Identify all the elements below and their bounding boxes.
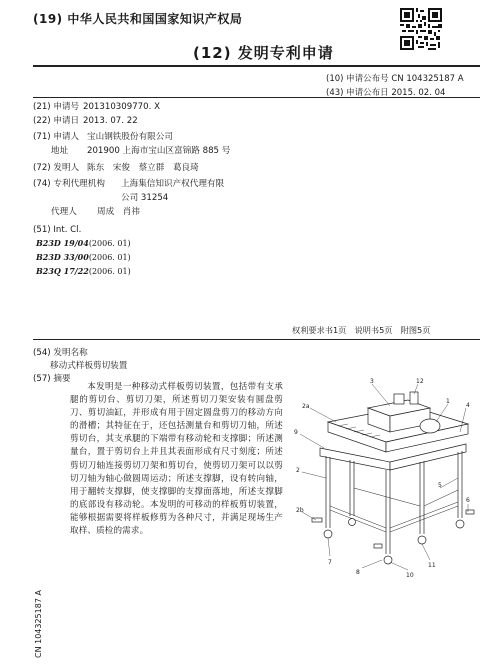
- publication-number: [326, 72, 464, 84]
- drawing-cylinder: [394, 394, 404, 404]
- agent-label: 代理人: [51, 206, 77, 217]
- figure-label-5: 5: [438, 482, 442, 489]
- figure-label-11: 11: [428, 562, 436, 569]
- ipc-row: [33, 237, 363, 251]
- app-date-value: 2013. 07. 22: [83, 115, 138, 126]
- pub-no-label: (10) 申请公布号: [326, 74, 389, 84]
- figure-label-9: 9: [294, 429, 298, 436]
- application-date-row: [33, 115, 363, 129]
- inventor-label: (72) 发明人: [33, 162, 80, 173]
- drawing-frame-front: [320, 448, 390, 470]
- agency-value-line2: 公司 31254: [121, 193, 169, 204]
- ipc-row: [33, 265, 363, 279]
- pub-date-label: (43) 申请公布日: [326, 88, 389, 98]
- ipc-date: (2006. 01): [88, 266, 131, 276]
- figure-label-12: 12: [416, 378, 424, 385]
- pub-no-value: CN 104325187 A: [391, 74, 464, 84]
- drawing-disc-blade: [420, 419, 440, 433]
- figure-label-2b: 2b: [296, 507, 304, 514]
- ipc-label-row: [33, 224, 363, 238]
- abstract-body: [70, 381, 283, 538]
- ipc-code: B23Q 17/22: [36, 265, 89, 276]
- agency-value-line1: 上海集信知识产权代理有限: [121, 179, 225, 190]
- agent-value: 周成 肖祎: [97, 206, 140, 217]
- abstract-text: 本发明是一种移动式样板剪切装置，包括带有支承腿的剪切台、剪切刀架，所述剪切刀架安装有圆盘剪刀、剪切油缸，并形成有用于固定圆盘剪刀的移动方向的滑槽；其特征在于，还包括测量台和剪切刀轴，所述剪切台，其支承腿的下端带有移动轮和支撑脚；所述测量台，置于剪切台上并且其表面形成有尺寸刻度；所述剪切刀轴连接剪切刀架和剪切台，使剪切刀架可以以剪切刀轴为轴心做圆周运动；所述支撑脚，设有转向轴，用于翻转支撑脚，使支撑脚的支撑面落地，所述支撑脚的底部设有移动轮。本发明的可移动的样板剪切装置，能够根据需要将样板修剪为各种尺寸，并满足现场生产取样、质检的需求。: [70, 382, 283, 537]
- pub-date-value: 2015. 02. 04: [391, 88, 446, 98]
- agency-row: [33, 178, 363, 192]
- figure-label-2: 2: [296, 467, 300, 474]
- figure-label-1: 1: [446, 398, 450, 405]
- invention-title: 移动式样板剪切装置: [50, 361, 128, 371]
- app-no-label: (21) 申请号: [33, 102, 80, 112]
- ipc-code: B23D 19/04: [36, 238, 89, 249]
- agent-row: [33, 206, 363, 220]
- ipc-date: (2006. 01): [88, 239, 131, 249]
- abstract-divider: [33, 339, 480, 340]
- side-publication-number: CN 104325187 A: [34, 590, 43, 658]
- inventor-value: 陈东 宋俊 蔡立群 葛良琦: [87, 162, 199, 173]
- document-type-title: (12) 发明专利申请: [193, 44, 334, 62]
- ipc-code: B23D 33/00: [36, 251, 89, 262]
- app-date-label: (22) 申请日: [33, 115, 80, 126]
- figure-label-6: 6: [466, 497, 470, 504]
- application-number-row: [33, 101, 363, 115]
- ipc-date: (2006. 01): [88, 252, 131, 262]
- device-drawing: [290, 378, 478, 578]
- address-value: 201900 上海市宝山区富锦路 885 号: [87, 146, 231, 157]
- agency-label: (74) 专利代理机构: [33, 179, 105, 190]
- title-label: (54) 发明名称: [33, 348, 88, 358]
- biblio-divider: [33, 97, 480, 98]
- app-no-value: 201310309770. X: [83, 102, 160, 112]
- ipc-label: (51) Int. Cl.: [33, 224, 82, 235]
- figure-label-8: 8: [356, 569, 360, 576]
- address-label: 地址: [51, 146, 69, 157]
- qr-code-icon: [400, 8, 442, 50]
- page-count-info: 权利要求书1页 说明书5页 附图5页: [292, 325, 431, 335]
- drawing-support-feet: [312, 510, 474, 548]
- inventor-row: [33, 162, 363, 176]
- figure-label-7: 7: [328, 559, 332, 566]
- figure-label-3: 3: [370, 378, 374, 385]
- applicant-value: 宝山钢铁股份有限公司: [87, 132, 173, 143]
- address-row: [33, 145, 363, 159]
- drawing-wheels: [324, 519, 464, 565]
- figure-label-2a: 2a: [302, 403, 310, 410]
- patent-office-title: (19) 中华人民共和国国家知识产权局: [33, 12, 243, 26]
- drawing-braces: [330, 488, 458, 532]
- bibliographic-data: [33, 101, 363, 278]
- ipc-row: [33, 251, 363, 265]
- applicant-label: (71) 申请人: [33, 132, 80, 143]
- agency-row-2: [33, 192, 363, 206]
- applicant-row: [33, 131, 363, 145]
- abstract-label: (57) 摘要: [33, 374, 71, 384]
- figure-label-10: 10: [406, 572, 414, 578]
- header-divider: [33, 65, 480, 67]
- figure-label-4: 4: [466, 402, 470, 409]
